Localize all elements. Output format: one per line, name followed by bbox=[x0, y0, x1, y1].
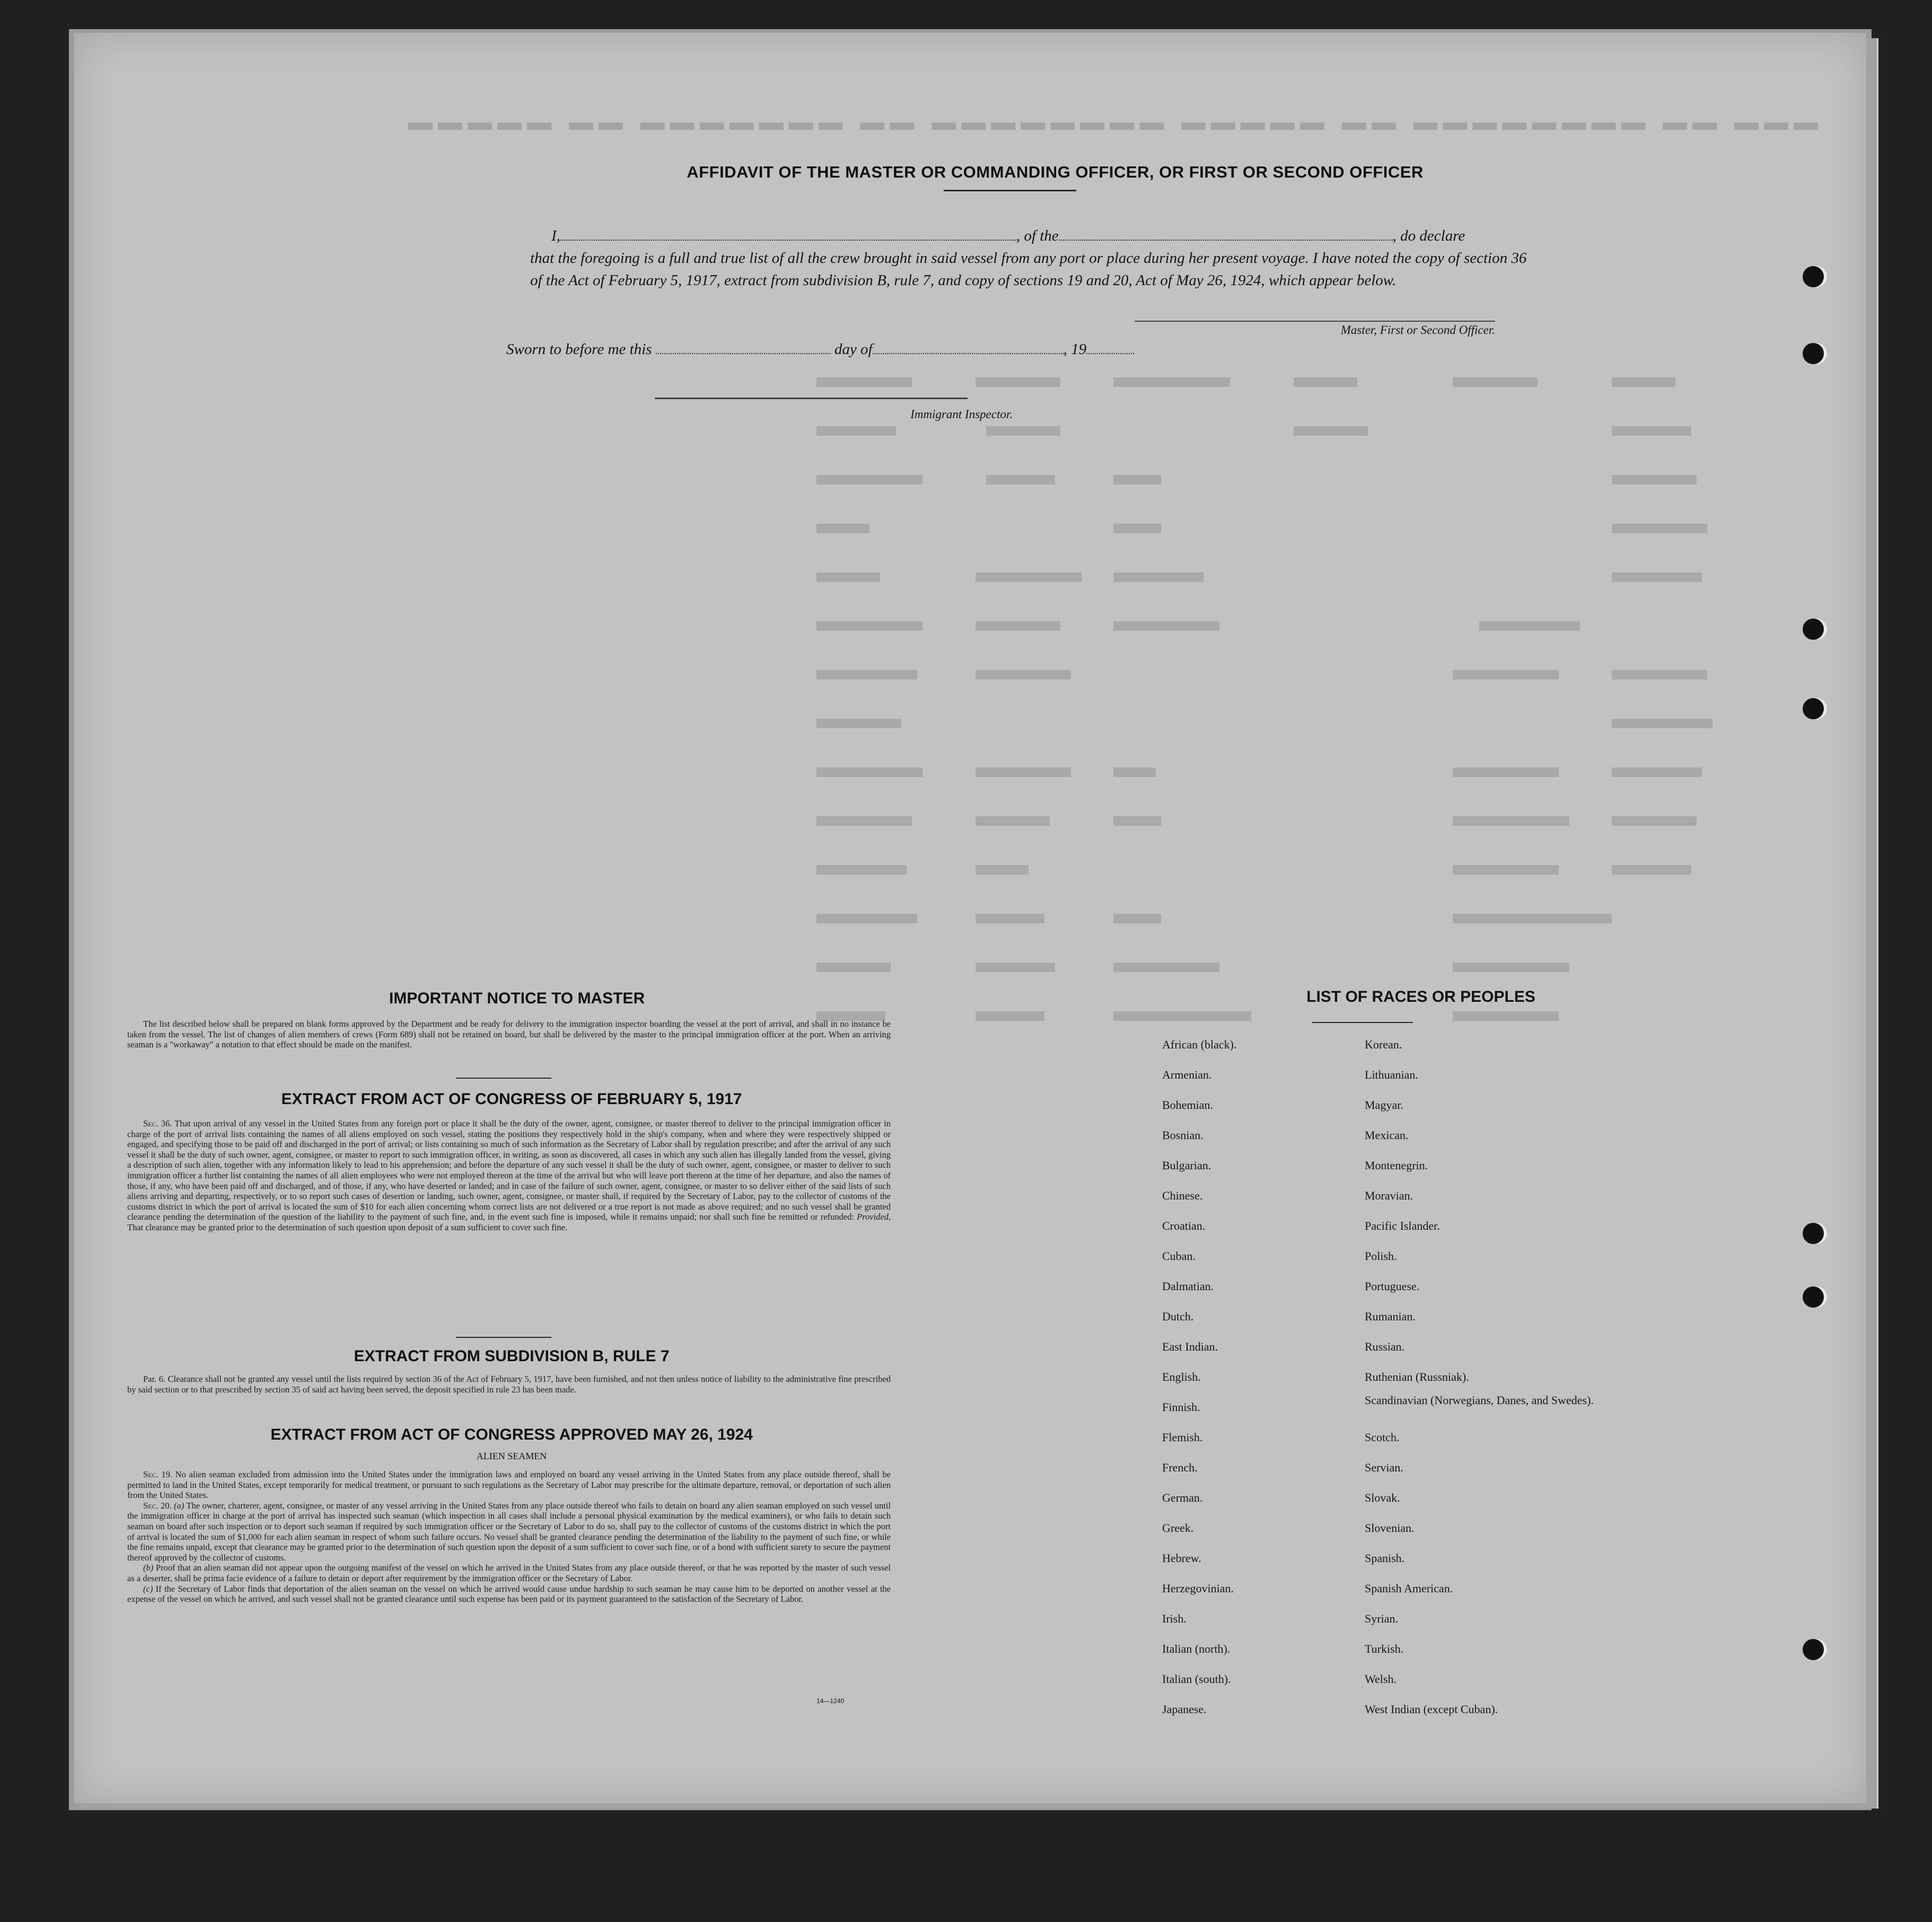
race-item: Spanish. bbox=[1365, 1551, 1405, 1565]
section-19-label: Sec. 19. bbox=[143, 1469, 172, 1479]
race-item: Lithuanian. bbox=[1365, 1068, 1418, 1081]
race-item: Scotch. bbox=[1365, 1431, 1400, 1444]
race-item: Cuban. bbox=[1162, 1249, 1196, 1263]
race-item: Turkish. bbox=[1365, 1642, 1404, 1655]
race-item: Rumanian. bbox=[1365, 1310, 1416, 1323]
sworn-day-field[interactable] bbox=[656, 341, 831, 354]
race-item: Italian (north). bbox=[1162, 1642, 1231, 1655]
sworn-line bbox=[506, 341, 1134, 358]
race-item: Irish. bbox=[1162, 1612, 1187, 1625]
race-item: African (black). bbox=[1162, 1038, 1237, 1051]
race-item: Portuguese. bbox=[1365, 1280, 1420, 1293]
race-item: Ruthenian (Russniak). bbox=[1365, 1370, 1469, 1383]
declarant-name-field[interactable] bbox=[560, 228, 1016, 241]
race-item: Magyar. bbox=[1365, 1098, 1403, 1112]
sworn-year-field[interactable] bbox=[1086, 341, 1134, 354]
race-item: Bohemian. bbox=[1162, 1098, 1213, 1112]
section-20c-mark: (c) bbox=[143, 1583, 153, 1594]
race-item: Russian. bbox=[1365, 1340, 1405, 1353]
alien-seamen-subtitle: ALIEN SEAMEN bbox=[476, 1451, 547, 1461]
affidavit-body bbox=[530, 225, 1532, 292]
race-item: English. bbox=[1162, 1370, 1201, 1383]
extract-1924-text bbox=[127, 1469, 891, 1604]
race-item: Hebrew. bbox=[1162, 1551, 1201, 1565]
race-item: Bosnian. bbox=[1162, 1128, 1204, 1142]
declarant-label: I, bbox=[551, 227, 560, 244]
paragraph-6-text: Clearance shall not be granted any vessel until the lists required by section 36 of the Act of February 5, 1917, have been furnished, and not then unless notice of liability to the administrative fine prescribed by said section or to that prescribed by section 35 of said act having been served, the deposit specified in rule 23 has been made. bbox=[127, 1374, 891, 1395]
race-item: Croatian. bbox=[1162, 1219, 1206, 1232]
race-item: Slovak. bbox=[1365, 1491, 1400, 1504]
race-item: West Indian (except Cuban). bbox=[1365, 1703, 1498, 1716]
inspector-signature-line[interactable] bbox=[655, 398, 968, 399]
vessel-name-field[interactable] bbox=[1059, 228, 1393, 241]
subdivision-text bbox=[127, 1374, 891, 1395]
race-item: Moravian. bbox=[1365, 1189, 1413, 1202]
section-20a-mark: (a) bbox=[174, 1500, 185, 1511]
race-item: Welsh. bbox=[1365, 1672, 1397, 1686]
proviso-word: Provided, bbox=[857, 1212, 891, 1222]
document-page bbox=[74, 33, 1866, 1803]
race-item: Slovenian. bbox=[1365, 1521, 1415, 1535]
title-rule bbox=[944, 190, 1076, 191]
of-the-label: , of the bbox=[1016, 227, 1059, 244]
race-item: Flemish. bbox=[1162, 1431, 1203, 1444]
section-36-label: Sec. 36. bbox=[143, 1118, 172, 1128]
notice-text bbox=[127, 1019, 891, 1050]
subdivision-title: EXTRACT FROM SUBDIVISION B, RULE 7 bbox=[354, 1347, 670, 1365]
race-item: Spanish American. bbox=[1365, 1582, 1453, 1595]
race-item: Scandinavian (Norwegians, Danes, and Swedes). bbox=[1365, 1394, 1594, 1407]
race-item: Dutch. bbox=[1162, 1310, 1194, 1323]
master-signature-line[interactable] bbox=[1135, 321, 1495, 322]
race-item: Polish. bbox=[1365, 1249, 1397, 1263]
binder-hole bbox=[1803, 1286, 1824, 1308]
race-item: Mexican. bbox=[1365, 1128, 1409, 1142]
race-item: Chinese. bbox=[1162, 1189, 1203, 1202]
bleed-through-heading: ▬▬▬ ▬▬ ▬▬▬▬▬▬▬▬ ▬▬ ▬▬▬▬▬ ▬▬▬▬▬▬▬▬ ▬▬ ▬▬▬▬▬▬▬ ▬▬ ▬▬▬▬▬ bbox=[403, 108, 1819, 135]
inspector-label: Immigrant Inspector. bbox=[910, 408, 1013, 421]
affidavit-title: AFFIDAVIT OF THE MASTER OR COMMANDING OFFICER, OR FIRST OR SECOND OFFICER bbox=[687, 163, 1424, 181]
race-item: German. bbox=[1162, 1491, 1203, 1504]
year-label: , 19 bbox=[1063, 341, 1087, 358]
notice-title: IMPORTANT NOTICE TO MASTER bbox=[389, 990, 645, 1007]
section-rule bbox=[456, 1078, 551, 1079]
race-item: Servian. bbox=[1365, 1461, 1403, 1474]
race-item: East Indian. bbox=[1162, 1340, 1218, 1353]
proviso-text: That clearance may be granted prior to the determination of such question upon deposit of a sum sufficient to cover such fine. bbox=[127, 1222, 567, 1232]
form-number: 14—1240 bbox=[816, 1697, 845, 1705]
race-item: Greek. bbox=[1162, 1521, 1194, 1535]
race-item: Italian (south). bbox=[1162, 1672, 1231, 1686]
day-of-label: day of bbox=[834, 341, 873, 358]
sworn-prefix: Sworn to before me this bbox=[506, 341, 652, 358]
section-rule bbox=[456, 1337, 551, 1338]
race-item: Syrian. bbox=[1365, 1612, 1398, 1625]
binder-hole bbox=[1803, 343, 1824, 364]
sworn-month-field[interactable] bbox=[873, 341, 1064, 354]
paragraph-6-label: Par. 6. bbox=[143, 1374, 165, 1384]
binder-hole bbox=[1803, 266, 1824, 287]
binder-hole bbox=[1803, 698, 1824, 719]
section-20-label: Sec. 20. bbox=[143, 1500, 172, 1511]
declaration-text: that the foregoing is a full and true list of all the crew brought in said vessel from any port or place during her present voyage. I have noted the copy of section 36 of the Act of February 5, 1917, extract from subdivision B, rule 7, and copy of sections 19 and 20, Act of May 26, 1924, which appear below. bbox=[530, 250, 1527, 289]
race-item: Montenegrin. bbox=[1365, 1159, 1428, 1172]
races-right-column bbox=[1365, 1029, 1594, 1724]
declare-label: , do declare bbox=[1392, 227, 1465, 244]
race-item: Japanese. bbox=[1162, 1703, 1207, 1716]
section-36-text: That upon arrival of any vessel in the United States from any foreign port or place it shall be the duty of the owner, agent, consignee, or master thereof to deliver to the principal immigration officer in charge of the port of arrival lists containing the names of all aliens employed on such vessel, stating the positions they respectively hold in the ship's company, when and where they were respectively shipped or engaged, and specifying those to be paid off and discharged in the port of arrival; or lists containing so much of such information as the Secretary of Labor shall by regulation prescribe; and after the arrival of any such vessel it shall be the duty of such owner, agent, consignee, or master to report to such immigration officer, in writing, as soon as discovered, all cases in which any such alien has illegally landed from the vessel, giving a description of such alien, together with any information likely to lead to his apprehension; and before the departure of any such vessel it shall be the duty of such owner, agent, consignee, or master to deliver to such immigration officer a further list containing the names of all alien employees who were not employed thereon at the time of the arrival but who will leave port thereon at the time of her departure, and also the names of those, if any, who have been paid off and discharged, and of those, if any, who have deserted or landed; and in case of the failure of such owner, agent, consignee, or master to so deliver either of the said lists of such aliens arriving and departing, respectively, or to so report such cases of desertion or landing, such owner, agent, consignee, or master shall, if required by the Secretary of Labor, pay to the collector of customs of the customs district in which the port of arrival is located the sum of $10 for each alien concerning whom correct lists are not delivered or a true report is not made as above required; and no such vessel shall be granted clearance pending the determination of the question of the liability to the payment of such fine, and, in the event such fine is imposed, while it remains unpaid; nor shall such fine be remitted or refunded: bbox=[127, 1118, 891, 1222]
notice-paragraph: The list described below shall be prepared on blank forms approved by the Department and be ready for delivery to the immigration inspector boarding the vessel at the port of arrival, and shall in no instance be taken from the vessel. The list of changes of alien members of crews (Form 689) shall not be retained on board, but shall be delivered by the master to the principal immigration officer at the port. When an arriving seaman is a "workaway" a notation to that effect should be made on the manifest. bbox=[127, 1019, 891, 1050]
section-19-text: No alien seaman excluded from admission into the United States under the immigration laws and employed on board any vessel arriving in the United States from any place outside thereof, shall be permitted to land in the United States, except temporarily for medical treatment, or pursuant to such regulations as the Secretary of Labor may prescribe for the ultimate departure, removal, or deportation of such alien from the United States. bbox=[127, 1469, 891, 1501]
races-title: LIST OF RACES OR PEOPLES bbox=[1306, 988, 1535, 1006]
binder-hole bbox=[1803, 619, 1824, 640]
extract-1924-title: EXTRACT FROM ACT OF CONGRESS APPROVED MAY 26, 1924 bbox=[270, 1426, 753, 1443]
races-rule bbox=[1312, 1022, 1413, 1023]
race-item: Finnish. bbox=[1162, 1400, 1200, 1414]
race-item: Pacific Islander. bbox=[1365, 1219, 1440, 1232]
section-20a-text: The owner, charterer, agent, consignee, or master of any vessel arriving in the United States from any place outside thereof who fails to detain on board any alien seaman employed on such vessel until the immigration officer in charge at the port of arrival has inspected such seaman (which inspection in all cases shall include a personal physical examination by the medical examiners), or who fails to detain such seaman on board after such inspection or to deport such seaman if required by such immigration officer or the Secretary of Labor to do so, shall pay to the collector of customs of the customs district in which the port of arrival is located the sum of $1,000 for each alien seaman in respect of whom such failure occurs. No vessel shall be granted clearance pending the determination of the liability to the payment of such fine, or while the fine remains unpaid, except that clearance may be granted prior to the determination of such question upon the deposit of a sum sufficient to cover such fine, or of a bond with sufficient surety to secure the payment thereof approved by the collector of customs. bbox=[127, 1500, 891, 1563]
extract-1917-title: EXTRACT FROM ACT OF CONGRESS OF FEBRUARY 5, 1917 bbox=[281, 1090, 742, 1108]
binder-hole bbox=[1803, 1223, 1824, 1244]
binder-hole bbox=[1803, 1639, 1824, 1660]
race-item: Armenian. bbox=[1162, 1068, 1212, 1081]
section-20c-text: If the Secretary of Labor finds that deportation of the alien seaman on the vessel on which he arrived would cause undue hardship to such seaman he may cause him to be deported on another vessel at the expense of the vessel on which he arrived, and such vessel shall not be granted clearance until such expense has been paid or its payment guaranteed to the satisfaction of the Secretary of Labor. bbox=[127, 1583, 891, 1604]
race-item: French. bbox=[1162, 1461, 1198, 1474]
section-20b-text: Proof that an alien seaman did not appear upon the outgoing manifest of the vessel on which he arrived in the United States from any place outside thereof, or that he was reported by the master of such vessel as a deserter, shall be prima facie evidence of a failure to detain or deport after requirement by the immigration officer or the Secretary of Labor. bbox=[127, 1563, 891, 1583]
master-signature-label: Master, First or Second Officer. bbox=[1340, 323, 1495, 337]
race-item: Korean. bbox=[1365, 1038, 1402, 1051]
section-20b-mark: (b) bbox=[143, 1563, 154, 1573]
race-item: Herzegovinian. bbox=[1162, 1582, 1234, 1595]
race-item: Dalmatian. bbox=[1162, 1280, 1214, 1293]
races-left-column bbox=[1162, 1029, 1364, 1724]
declaration-line bbox=[530, 225, 1532, 247]
extract-1917-text bbox=[127, 1118, 891, 1233]
race-item: Bulgarian. bbox=[1162, 1159, 1211, 1172]
